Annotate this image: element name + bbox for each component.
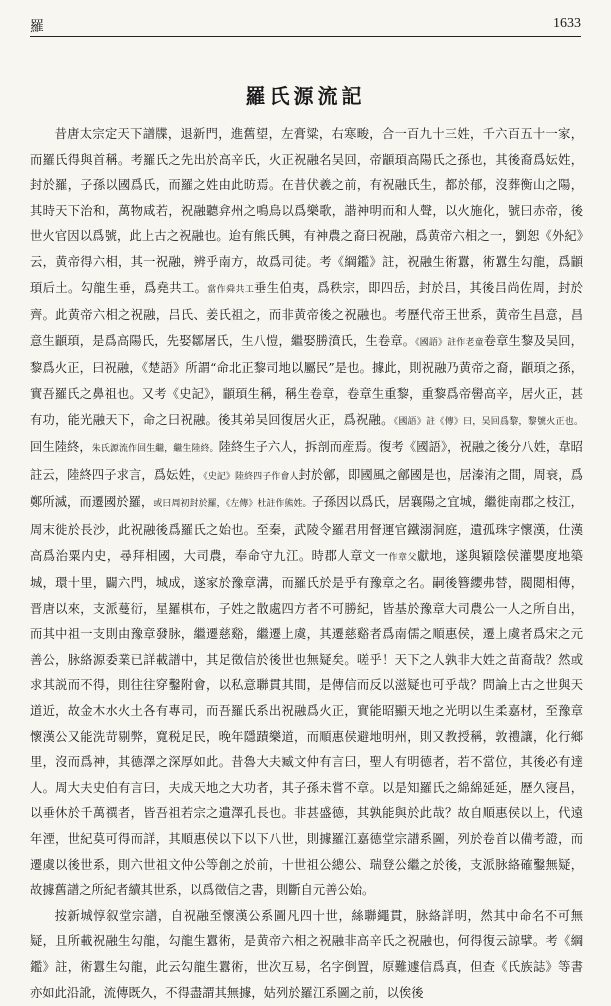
body-text: 卷章生黎及吴回，黎爲火正，曰祝融，《楚語》所謂“命北正黎司地以屬民”是也。據此，則祝融乃黄帝之裔，顓頊之孫，實吾羅氏之鼻祖也。又考《史記》，顓頊生稱，稱生卷章，卷章生重黎，重黎爲帝嚳高辛，居火正，甚有功，能光融天下，命之曰祝融。後其弟吴回復居火正，爲祝融。: [30, 333, 583, 427]
inline-annotation: 當作舜共工: [207, 284, 255, 295]
body-text: 獻地，遂與穎陰侯灌嬰度地築城，環十里，闢六門，城成，遂家於豫章溝，而羅氏於是乎有豫章之名。嗣後簪纓弗替，閥閲相傳，晋唐以來，支派蔓衍，星羅棋布，子姓之散處四方者不可勝紀，皆基於豫章大司農公一人之所自出，而其中祖一支則由豫章發脉，繼遷慈谿，繼遷上虞，其遷慈谿者爲南儒之順惠侯，遷上虞者爲宋之元善公，脉絡源委業已詳載譜中，其足徵信於後世也無疑矣。嗟乎！天下之人孰非大姓之苗裔哉？然或求其説而不得，則往往穿鑿附會，以私意聯貫其間，是傳信而反以滋疑也可乎哉？問論上古之世與天道近，故金木水火土各有專司，而吾羅氏系出祝融爲火正，實能昭顯天地之光明以生柔嘉材，至豫章懷漢公又能洗苛剔弊，寬税足民，晚年隱蹟樂道，而順惠侯避地明州，則又教授稱，敦禮讓，化行鄉里，沒而爲神，其德澤之深厚如此。昔魯大夫臧文仲有言曰，聖人有明德者，若不當位，其後必有達人。周大夫史伯有言曰，夫成天地之大功者，其子孫未嘗不章。以是知羅氏之綿綿延延，歷久寖昌，以垂休於千萬禩者，皆吾祖若宗之遺澤孔長也。非甚盛德，其孰能與於此哉？故自順惠侯以上，代遠年湮，世紀莫可得而詳，其順惠侯以下以下八世，則據羅江嘉德堂宗譜系圖，列於卷首以備考證，而遷虞以後世系，則六世祖文仲公等創之於前，十世祖公總公、瑞登公繼之於後，支派脉絡確鑿無疑，故據舊譜之所紀者續其世系，以爲徵信之書，則斷自元善公始。: [30, 548, 583, 898]
inline-annotation: 《國語》註《傳》曰，吴回爲黎，黎號火正也。: [393, 416, 583, 427]
body-text: 按新城惇叙堂宗譜，自祝融至懷漢公系圖凡四十世，絲聯繩貫，脉絡詳明，然其中命名不可無疑，且所載祝融生勾龍，勾龍生囂術，是黄帝六相之祝融非高辛氏之祝融也，何得復云諒擘。考《綱鑑》註，術囂生勾龍，此云勾龍生囂術，世次互易，名字倒置，原難遽信爲真，但查《氏族誌》等書亦如此沿訛，流傳既久，不得盡謂其無據，姑列於羅江系圖之前，以俟後: [30, 908, 583, 1000]
running-header: [30, 14, 581, 37]
inline-annotation: 《國語》註作老童: [415, 337, 484, 348]
paragraph-1: [30, 122, 583, 904]
body-text: 垂生伯夷，爲秩宗，即四岳，封於吕，其後吕尚佐周，封於齊。此黄帝六相之祝融，吕氏、姜氏祖之，而非黄帝後之祝融也。考歷代帝王世系，黄帝生昌意，昌意生顓頊，是爲高陽氏，先娶鄒屠氏，生八愷，繼娶勝濆氏，生卷章。: [30, 280, 583, 348]
inline-annotation: 或曰周初封於羅，《左傳》杜註作熊姓。: [153, 499, 312, 510]
body-text: 子孫因以爲氏，居襄陽之宜城，繼徙南郡之枝江，周末徙於長沙，此祝融後爲羅氏之始也。至秦，武陵令羅君用督運官鐵溺洞庭，遺孤珠字懷漢，仕漢高爲治粟内史，尋拜相國，大司農，奉命守九江。時郡人章文一: [30, 495, 583, 563]
body-text: 昔唐太宗定天下譜牒，退新門，進舊望，左膏粱，右寒畯，合一百九十三姓，千六百五十一家，而羅氏得與首稱。考羅氏之先出於高辛氏，火正祝融名吴回，帝顓頊高陽氏之孫也，其後裔爲妘姓，封於羅，子孫以國爲氏，而羅之姓由此昉焉。在昔伏羲之前，有祝融氏生，都於郁，沒葬衡山之陽，其時天下治和，萬物咸若，祝融聽弇州之鳴鳥以爲樂歌，諧神明而和人聲，以火施化，號曰赤帝，後世火官因以爲號，此上古之祝融也。迨有熊氏興，有神農之裔曰祝融，爲黄帝六相之一，劉恕《外紀》云，黄帝得六相，其一祝融，辨乎南方，故爲司徒。考《綱鑑》註，祝融生術囂，術囂生勾龍，爲顓頊后土。勾龍生垂，爲堯共工。: [30, 127, 583, 295]
article-body: [30, 122, 583, 1006]
inline-annotation: 《史記》陸終四子作會人: [203, 471, 299, 482]
inline-annotation: 朱氏源流作回生繼，繼生陸終。: [91, 444, 219, 455]
body-text: 封於鄶，即國風之鄶國是也，居溱洧之間，周衰，爲鄭所滅，而遷國於羅，: [30, 467, 583, 510]
body-text: 陸終生子六人，拆剖而産焉。復考《國語》，祝融之後分八姓，韋昭註云，陸終四子求言，爲妘姓，: [30, 440, 583, 482]
page-number: 1633: [553, 16, 581, 31]
paragraph-2: [30, 904, 583, 1006]
running-header-section: 羅: [30, 19, 44, 35]
article-title: 羅氏源流記: [245, 84, 366, 108]
body-text: 回生陸終，: [30, 440, 92, 455]
inline-annotation: 作章父: [388, 552, 418, 563]
